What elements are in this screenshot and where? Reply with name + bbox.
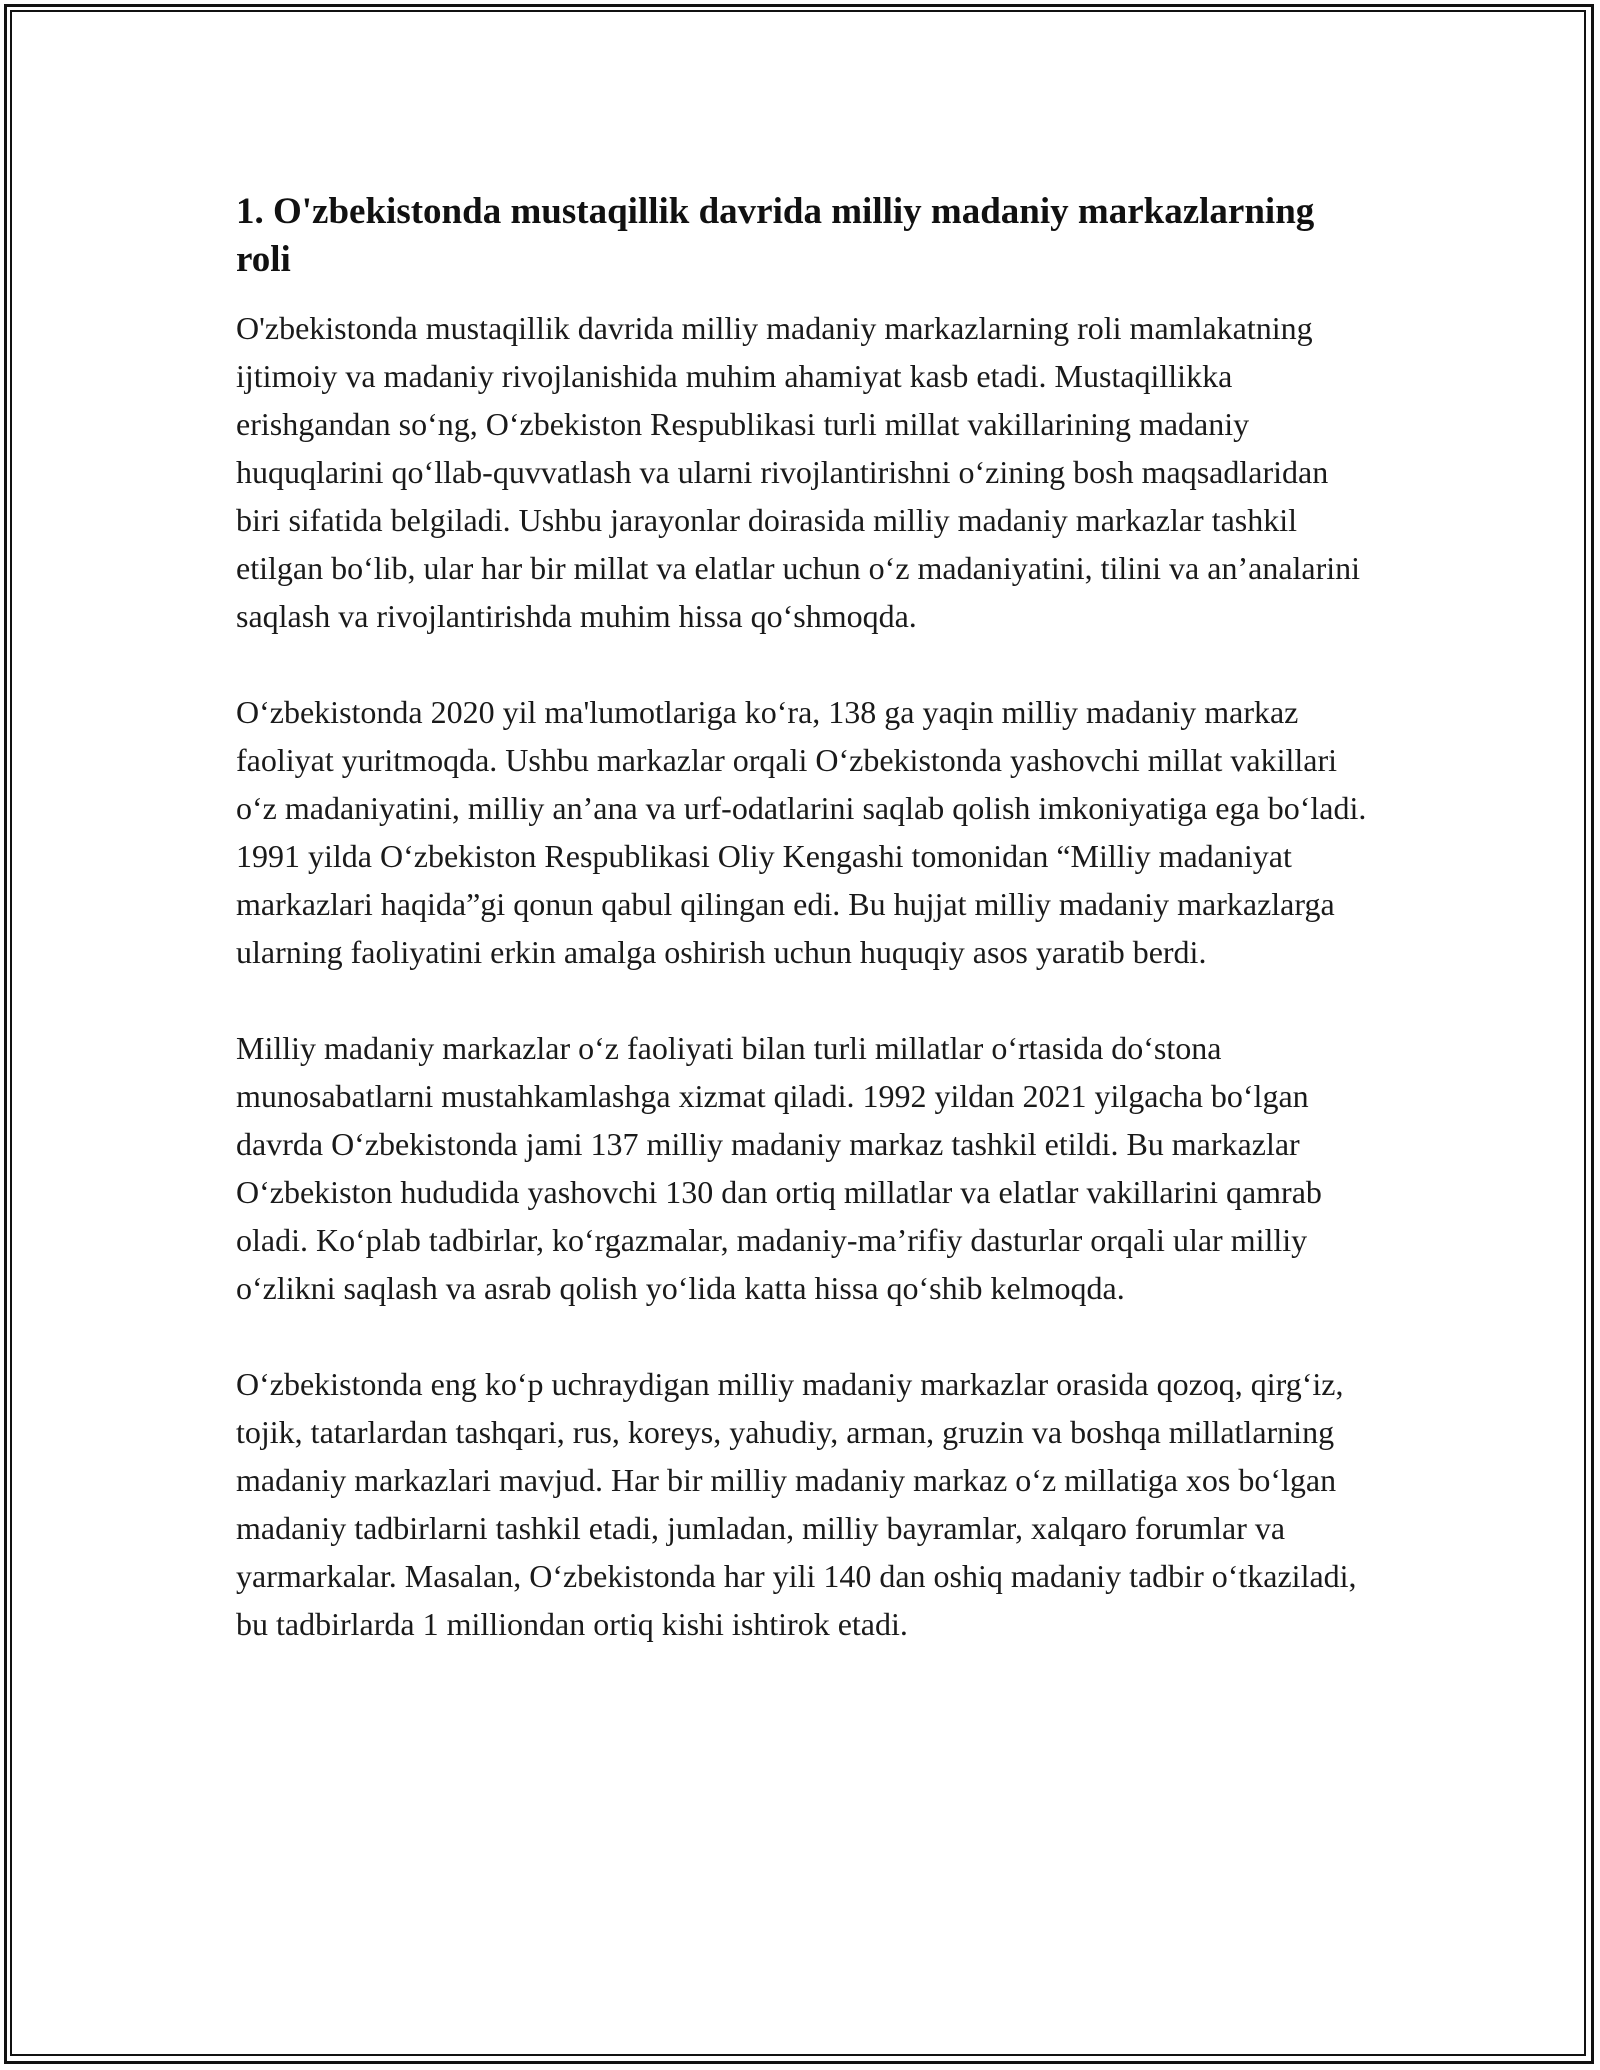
paragraph-2: O‘zbekistonda 2020 yil ma'lumotlariga ko‘ra, 138 ga yaqin milliy madaniy markaz faoliyat yuritmoqda. Ushbu markazlar orqali O‘zbekistonda yashovchi millat vakillari o‘z madaniyatini, milliy an’ana va urf-odatlarini saqlab qolish imkoniyatiga ega bo‘ladi. 1991 yilda O‘zbekiston Respublikasi Oliy Kengashi tomonidan “Milliy madaniyat markazlari haqida”gi qonun qabul qilingan edi. Bu hujjat milliy madaniy markazlarga ularning faoliyatini erkin amalga oshirish uchun huquqiy asos yaratib berdi. [236,694,1367,970]
document-body [236,188,1376,1696]
paragraph-4: O‘zbekistonda eng ko‘p uchraydigan milliy madaniy markazlar orasida qozoq, qirg‘iz, tojik, tatarlardan tashqari, rus, koreys, yahudiy, arman, gruzin va boshqa millatlarning madaniy markazlari mavjud. Har bir milliy madaniy markaz o‘z millatiga xos bo‘lgan madaniy tadbirlarni tashkil etadi, jumladan, milliy bayramlar, xalqaro forumlar va yarmarkalar. Masalan, O‘zbekistonda har yili 140 dan oshiq madaniy tadbir o‘tkaziladi, bu tadbirlarda 1 milliondan ortiq kishi ishtirok etadi. [236,1366,1357,1642]
section-heading: 1. O'zbekistonda mustaqillik davrida milliy madaniy markazlarning roli [236,191,1315,280]
paragraph-3: Milliy madaniy markazlar o‘z faoliyati bilan turli millatlar o‘rtasida do‘stona munosabatlarni mustahkamlashga xizmat qiladi. 1992 yildan 2021 yilgacha bo‘lgan davrda O‘zbekistonda jami 137 milliy madaniy markaz tashkil etildi. Bu markazlar O‘zbekiston hududida yashovchi 130 dan ortiq millatlar va elatlar vakillarini qamrab oladi. Ko‘plab tadbirlar, ko‘rgazmalar, madaniy-ma’rifiy dasturlar orqali ular milliy o‘zlikni saqlash va asrab qolish yo‘lida katta hissa qo‘shib kelmoqda. [236,1030,1322,1306]
paragraph-1: O'zbekistonda mustaqillik davrida milliy madaniy markazlarning roli mamlakatning ijtimoiy va madaniy rivojlanishida muhim ahamiyat kasb etadi. Mustaqillikka erishgandan so‘ng, O‘zbekiston Respublikasi turli millat vakillarining madaniy huquqlarini qo‘llab-quvvatlash va ularni rivojlantirishni o‘zining bosh maqsadlaridan biri sifatida belgiladi. Ushbu jarayonlar doirasida milliy madaniy markazlar tashkil etilgan bo‘lib, ular har bir millat va elatlar uchun o‘z madaniyatini, tilini va an’analarini saqlash va rivojlantirishda muhim hissa qo‘shmoqda. [236,310,1361,634]
